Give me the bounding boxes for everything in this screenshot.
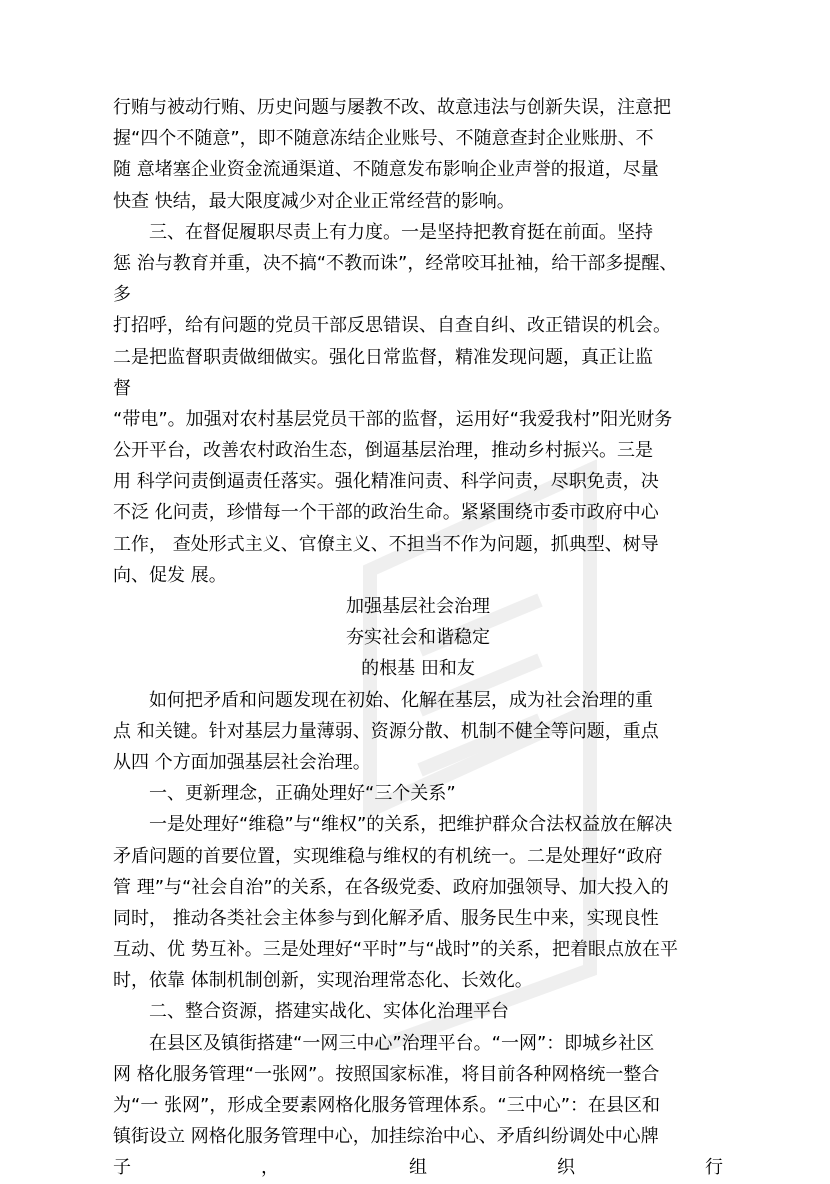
text-line: “带电”。加强对农村基层党员干部的监督，运用好“我爱我村”阳光财务 xyxy=(113,408,673,430)
text-line: 用 科学问责倒逼责任落实。强化精准问责、科学问责，尽职免责，决 xyxy=(113,471,659,493)
article-title-line: 夯实社会和谐稳定 xyxy=(346,627,490,649)
article-title-line: 的根基 田和友 xyxy=(361,658,475,680)
text-line: 工作， 查处形式主义、官僚主义、不担当不作为问题，抓典型、树导 xyxy=(113,533,659,555)
text-line: 同时， 推动各类社会主体参与到化解矛盾、服务民生中来，实现良性 xyxy=(113,907,659,929)
text-line: 向、促发 展。 xyxy=(113,564,227,586)
text-line: 点 和关键。针对基层力量薄弱、资源分散、机制不健全等问题，重点 xyxy=(113,720,659,742)
text-line: 网 格化服务管理“一张网”。按照国家标准，将目前各种网格统一整合 xyxy=(113,1063,660,1085)
text-line: 随 意堵塞企业资金流通渠道、不随意发布影响企业声誉的报道，尽量 xyxy=(113,159,659,181)
text-line: 管 理”与“社会自治”的关系，在各级党委、政府加强领导、加大投入的 xyxy=(113,876,669,898)
text-line: 打招呼，给有问题的党员干部反思错误、自查自纠、改正错误的机会。 xyxy=(113,315,671,337)
justified-word: 织 xyxy=(557,1157,575,1179)
text-line: 快查 快结，最大限度减少对企业正常经营的影响。 xyxy=(113,190,515,212)
text-line: 时，依靠 体制机制创新，实现治理常态化、长效化。 xyxy=(113,970,533,992)
text-line: 三、在督促履职尽责上有力度。一是坚持把教育挺在前面。坚持 xyxy=(113,221,653,243)
text-line: 从四 个方面加强基层社会治理。 xyxy=(113,751,371,773)
justified-last-line xyxy=(113,1152,723,1183)
text-line: 行贿与被动行贿、历史问题与屡教不改、故意违法与创新失误，注意把 xyxy=(113,97,671,118)
text-line: 在县区及镇街搭建“一网三中心”治理平台。“一网”：即城乡社区 xyxy=(113,1032,655,1054)
text-line: 镇街设立 网格化服务管理中心，加挂综治中心、矛盾纠纷调处中心牌 xyxy=(113,1126,659,1148)
text-line: 不泛 化问责，珍惜每一个干部的政治生命。紧紧围绕市委市政府中心 xyxy=(113,502,659,524)
text-line: 二、整合资源，搭建实战化、实体化治理平台 xyxy=(113,1001,509,1023)
article-title-line: 加强基层社会治理 xyxy=(346,596,490,617)
justified-word: 组 xyxy=(409,1157,427,1179)
text-line: 一是处理好“维稳”与“维权”的关系，把维护群众合法权益放在解决 xyxy=(113,814,673,836)
justified-word: 子 xyxy=(113,1157,131,1179)
text-line: 二是把监督职责做细做实。强化日常监督，精准发现问题，真正让监 xyxy=(113,346,653,368)
text-line: 多 xyxy=(113,284,131,306)
text-line: 为“一 张网”，形成全要素网格化服务管理体系。“三中心”：在县区和 xyxy=(113,1095,661,1116)
justified-word: ， xyxy=(261,1157,279,1179)
text-line: 督 xyxy=(113,377,131,399)
justified-word: 行 xyxy=(705,1157,723,1179)
text-line: 握“四个不随意”，即不随意冻结企业账号、不随意查封企业账册、不 xyxy=(113,128,654,150)
text-line: 如何把矛盾和问题发现在初始、化解在基层，成为社会治理的重 xyxy=(113,689,653,711)
text-line: 一、更新理念，正确处理好“三个关系” xyxy=(113,783,456,805)
document-body xyxy=(113,92,723,1184)
text-line: 惩 治与教育并重，决不搞“不教而诛”，经常咬耳扯袖，给干部多提醒、 xyxy=(113,252,678,274)
text-line: 公开平台，改善农村政治生态，倒逼基层治理，推动乡村振兴。三是 xyxy=(113,440,653,462)
text-line: 矛盾问题的首要位置，实现维稳与维权的有机统一。二是处理好“政府 xyxy=(113,845,663,867)
text-line: 互动、优 势互补。三是处理好“平时”与“战时”的关系，把着眼点放在平 xyxy=(113,939,679,961)
